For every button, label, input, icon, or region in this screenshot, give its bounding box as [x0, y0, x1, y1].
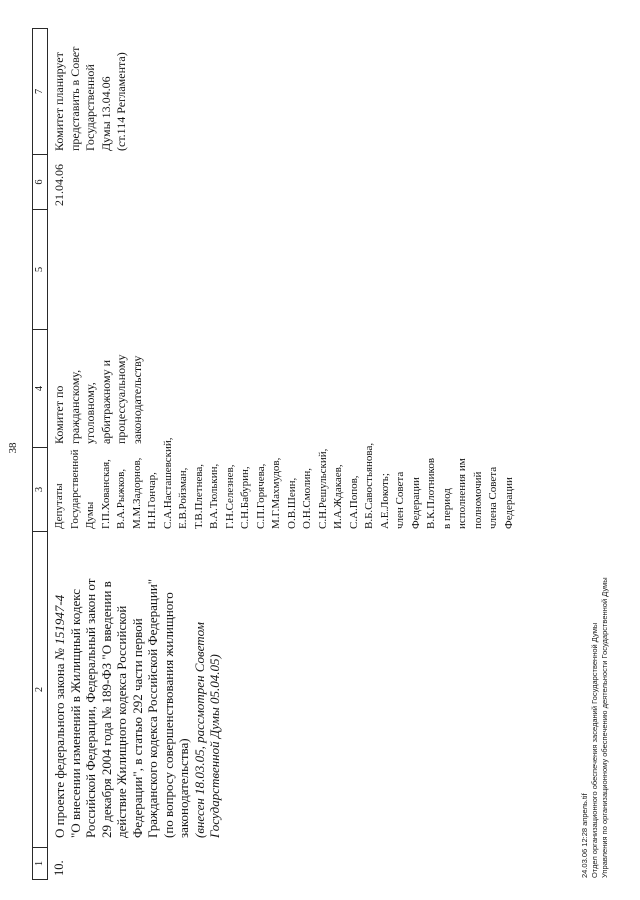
header-cell-4: 4 [33, 329, 47, 447]
committee-line: законодательству [129, 355, 144, 444]
notes-line: представить в Совет [67, 46, 82, 151]
initiator-line: Н.Н.Гончар, [146, 472, 158, 529]
initiator-line: О.В.Шеин, [285, 477, 298, 529]
initiator-line: С.А.Насташевский, [161, 437, 174, 529]
initiator-line: О.Н.Смолин, [301, 467, 313, 529]
initiator-line: Думы [84, 501, 96, 529]
bill-text-line: "О внесении изменений в Жилищный кодекс [67, 589, 83, 838]
bill-number: № 151947-4 [52, 594, 67, 661]
notes-line: (ст.114 Регламента) [114, 52, 128, 151]
initiator-line: В.А.Тюлькин, [208, 463, 220, 529]
initiator-line: С.П.Горячева, [254, 463, 267, 529]
header-cell-2: 2 [33, 531, 47, 847]
header-cell-3: 3 [33, 447, 47, 531]
cell-committee [52, 330, 145, 448]
initiator-line: члена Совета [487, 466, 499, 529]
bill-title-prefix: О проекте федерального закона [52, 663, 67, 838]
bill-text-line: действие Жилищного кодекса Российской [114, 605, 129, 838]
header-cell-5: 5 [33, 209, 47, 329]
initiator-line: В.А.Рыжков, [115, 468, 127, 529]
committee-line: уголовному, [83, 382, 97, 444]
bill-text-line: Федерации", в статью 292 части первой [129, 618, 145, 838]
cell-initiators [52, 437, 517, 532]
initiator-line: Т.В.Плетнева, [192, 463, 205, 529]
committee-line: арбитражному и [98, 359, 113, 444]
committee-line: процессуальному [114, 354, 128, 444]
initiator-line: полномочий [471, 471, 484, 529]
bill-text-line: законодательства) [176, 738, 191, 838]
header-cell-7: 7 [34, 88, 45, 95]
initiator-line: исполнения им [456, 458, 468, 529]
footer-directorate-line: Управления по организационному обеспечению деятельности Государственной Думы [600, 577, 609, 878]
initiator-line: Федерации [502, 477, 515, 529]
bill-title-line [52, 532, 68, 838]
cell-bill-title [52, 532, 223, 848]
bill-text-line: Российской Федерации, Федеральный закон от [83, 578, 98, 838]
notes-line: Государственной [83, 64, 97, 151]
cell-item-number: 10. [52, 860, 66, 876]
initiator-line: Г.П.Хованская, [99, 459, 112, 529]
initiator-line: В.Б.Савостьянова, [363, 442, 375, 529]
initiator-line: С.Н.Бабурин, [239, 466, 251, 529]
initiator-line: Депутаты [53, 483, 65, 529]
footer-file-line: 24.03.06 12:28 апрель.tif [580, 793, 589, 878]
initiator-line: Государственной [68, 449, 81, 529]
bill-note-line: Государственной Думы 05.04.05) [207, 654, 222, 838]
bill-text-line: (по вопросу совершенствования жилищного [160, 592, 176, 838]
initiator-line: А.Е.Локоть; [378, 473, 391, 529]
initiator-line: Е.В.Ройзман, [177, 467, 189, 529]
initiator-line: М.Г.Махмудов, [270, 457, 282, 529]
initiator-line: член Совета [394, 471, 406, 529]
header-cell-6: 6 [33, 154, 47, 209]
committee-line: Комитет по [52, 385, 66, 444]
page-number: 38 [7, 442, 19, 454]
table-header-row [32, 28, 48, 880]
page-footer [580, 577, 610, 878]
initiator-line: Федерации [409, 477, 422, 529]
initiator-line: В.К.Плотников [425, 457, 437, 529]
notes-line: Комитет планирует [52, 52, 66, 151]
initiator-line: С.Н.Решульский, [316, 448, 329, 529]
initiator-line: С.А.Попов, [347, 475, 360, 529]
initiator-line: И.А.Ждакаев, [332, 464, 344, 529]
footer-department-line: Отдел организационного обеспечения заседаний Государственной Думы [590, 622, 599, 878]
initiator-line: в период [440, 488, 453, 529]
bill-note-line: (внесен 18.03.05, рассмотрен Советом [191, 622, 207, 838]
cell-notes [52, 30, 130, 155]
initiator-line: М.М.Задорнов, [130, 457, 143, 529]
cell-date: 21.04.06 [52, 164, 66, 206]
notes-line: Думы 13.04.06 [98, 76, 113, 151]
committee-line: гражданскому, [67, 369, 82, 444]
initiator-line: Г.Н.Селезнев, [223, 464, 236, 529]
header-cell-1: 1 [33, 847, 47, 879]
bill-text-line: 29 декабря 2004 года № 189-ФЗ "О введении в [98, 581, 114, 838]
bill-text-line: Гражданского кодекса Российской Федерации" [145, 578, 160, 838]
